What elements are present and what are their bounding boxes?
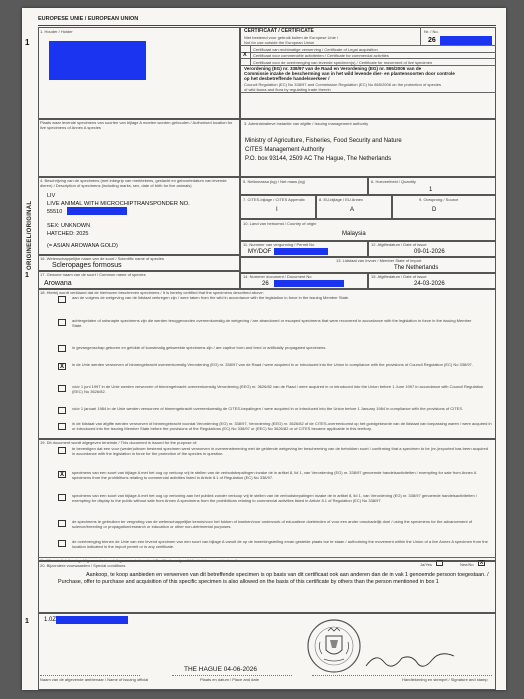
box-number-1: 1 xyxy=(25,38,30,47)
purpose-checkbox-5[interactable] xyxy=(58,540,66,547)
document-date-value: 24-03-2026 xyxy=(414,281,445,287)
holder-redaction xyxy=(49,41,146,80)
special-conditions-label: 20. Bijzondere voorwaarden / Special conditions xyxy=(40,563,126,568)
member-state-value: The Netherlands xyxy=(394,265,439,271)
yes-label: Ja/Yes xyxy=(420,562,432,567)
certificate-page xyxy=(22,8,506,690)
common-name-value: Arowana xyxy=(44,280,72,287)
bottom-holder-redaction xyxy=(56,616,128,624)
official-stamp-seal xyxy=(306,618,362,674)
handwritten-signature xyxy=(362,648,462,672)
cert-item-checkbox-6[interactable] xyxy=(58,407,66,414)
description-code: LIV xyxy=(47,193,56,199)
original-label: ORIGINEEL/ORIGINAL xyxy=(27,200,33,270)
regulation-line-4: Council Regulation (EC) No 338/97 and Commission Regulation (EC) No 865/2006 on the protection of species xyxy=(244,82,441,87)
source-value: D xyxy=(432,207,437,213)
issuing-authority-label: 3. Administratieve instantie van afgifte / Issuing management authority xyxy=(244,121,369,126)
cert-type-commercial: Certificaat voor commerciële activiteiten / Certificate for commercial activities xyxy=(253,53,389,58)
document-number-value: 26 xyxy=(262,281,269,287)
purpose-text-3: specimens van een soort van bijlage A met het oog op vertoning aan het publiek zonder verkoop vrij te stellen van de verbodsbepalingen inzake de in artikel 8, lid 1, van Verordening (EG) nr. 338/97 genoemde handelsactiviteiten / exempting for display to the public without sale from Annex A specimens from the prohibitions relating to commercial activities listed in Article 8.1 of Regulation (EC) No 338/97. xyxy=(72,493,477,503)
document-date-label: 15. Afgiftedatum / Date of issue xyxy=(371,274,427,279)
special-conditions-nl: Aankoop, te koop aanbieden en verwerven van dit betreffende specimen is op basis van dit certificaat ook aan anderen dan de in vak 1 genoemde persoon toegestaan. / xyxy=(86,572,489,578)
regulation-line-1: Verordening (EG) nr. 338/97 van de Raad en Verordening (EG) nr. 865/2006 van de xyxy=(244,66,422,71)
permit-date-label: 12. Afgiftedatum / Date of issue xyxy=(371,242,427,247)
number-divider xyxy=(420,27,421,45)
cert-item-text-1: aan de volgens de wetgeving van de lidstaat verkregen zijn / were taken from the wild in accordance with the legislation in force in the issuing Member State. xyxy=(72,295,350,300)
microchip-redaction xyxy=(67,207,127,215)
purpose-text-4: de specimens te gebruiken ter vergroting van de wetenschappelijke kennis/voor het fokken of kweken/voor onderzoek of educatieve doeleinden of voor een ander onschadelijk doel / using the specimens for the advancement of science/breeding or propagation/research or education or other non-detrimental purposes. xyxy=(72,519,473,529)
regulation-line-2: Commissie inzake de bescherming van in het wild levende dier- en plantensoorten door controle xyxy=(244,71,455,76)
official-name-label: Naam van de afgevende ambtenaar / Name of issuing official xyxy=(40,677,149,682)
cert-item-text-3: in gevangenschap geboren en gefokte of kunstmatig gekweekte specimens zijn / are captive born and bred or artificially propagated specimens. xyxy=(72,345,327,350)
purpose-text-5: de overbrenging binnen de Unie van een levend specimen van een soort van bijlage A vanuit de op de inwerkingstelling ervan gestelde plaats toe te staan / authorising the movement within the Union of a live Annex A specimen from the location indicated in the import permit or in any certificate. xyxy=(72,539,488,549)
regulation-rule xyxy=(240,92,496,93)
certificate-scope-nl: Niet bestemd voor gebruik buiten de Europese Unie / xyxy=(244,35,339,40)
scientific-name-label: 16. Wetenschappelijke naam van de soort / Scientific name of species xyxy=(40,256,164,261)
cert-item-text-5: vóór 1 juni 1997 in de Unie werden verworven of binnengebracht overeenkomstig Verordening (EEG) nr. 3626/82 van de Raad / were acquired in or introduced into the Union before 1 June 1997 in accordance with Council Regulation (EEC) No 3626/82. xyxy=(72,384,484,394)
cites-appendix-value: I xyxy=(276,207,278,213)
cert-item-checkbox-5[interactable] xyxy=(58,385,66,392)
eu-annex-value: A xyxy=(350,207,355,213)
purpose-checkbox-2[interactable]: X xyxy=(59,472,64,478)
regulation-line-5: of wild fauna and flora by regulating trade therein xyxy=(244,86,331,92)
issuing-authority-address: P.O. box 93144, 2509 AC The Hague, The Netherlands xyxy=(245,156,392,162)
microchip-number: 55510 xyxy=(47,209,63,215)
cert-item-checkbox-3[interactable] xyxy=(58,345,66,352)
type-check-column xyxy=(250,45,251,65)
description-hatched: HATCHED: 2025 xyxy=(47,231,89,237)
document-header: EUROPESE UNIE / EUROPEAN UNION xyxy=(38,16,139,22)
box-number-1-bottom: 1 xyxy=(25,618,29,625)
permit-date-value: 09-01-2026 xyxy=(414,249,445,255)
official-name-line xyxy=(40,675,140,676)
eu-annex-label: 8. EU-bijlage / EU Annex xyxy=(319,197,364,202)
document-number-label: 14. Nummer document / Document No xyxy=(243,274,312,279)
signature-line xyxy=(312,675,492,676)
certificate-title: CERTIFICAAT / CERTIFICATE xyxy=(244,28,314,34)
country-of-origin-label: 10. Land van herkomst / Country of origin xyxy=(243,221,317,226)
permit-number-label: 11. Nummer van vergunning / Permit No xyxy=(243,242,315,247)
validity-statement: Certificaat uitsluitend geldig voor de in vak 1 genoemde houder / Certificate only valid for holder named in box 1 xyxy=(40,557,238,563)
cert-item-checkbox-4[interactable]: X xyxy=(59,364,64,370)
description-variety: (= ASIAN AROWANA GOLD) xyxy=(47,243,118,249)
cert-item-text-4: in de Unie werden verworven of binnengebracht overeenkomstig Verordening (EG) nr. 338/97 van de Raad / were acquired in or introduced into the Union in compliance with the provisions of Council Regulation (EC) No 338/97. xyxy=(72,362,473,367)
permit-number-value: MY/DOF xyxy=(248,249,272,255)
header-rule xyxy=(38,25,496,26)
cert-type-movement: Certificaat voor de overbrenging van levende specimen(s) / Certificate for movement of live specimen xyxy=(253,59,433,65)
box-special-conditions xyxy=(38,561,496,613)
bottom-holder-value: 1.0Z xyxy=(44,617,57,623)
no-label: Nee/No xyxy=(460,562,474,567)
cert-item-checkbox-2[interactable] xyxy=(58,319,66,326)
certificate-scope-en: Not for use outside the European Union xyxy=(244,39,315,45)
place-date-label: Plaats en datum / Place and date xyxy=(200,677,259,682)
description-sex: SEX: UNKNOWN xyxy=(47,223,91,229)
cert-item-text-2: achtergelaten of ontsnapte specimens zijn die werden teruggevonden overeenkomstig de wetgeving / are abandoned or escaped specimens that were recovered in accordance with the legislation in force in the issuing Member State. xyxy=(72,318,472,328)
signature-place-date: THE HAGUE 04-06-2026 xyxy=(184,666,257,673)
place-date-line xyxy=(172,675,292,676)
issuing-authority-department: CITES Management Authority xyxy=(245,147,325,153)
cert-item-text-6: vóór 1 januari 1984 in de Unie werden verworven of binnengebracht overeenkomstig de CITES-bepalingen / were acquired in or introduced into the Union before 1 January 1984 in compliance with the provisions of CITES. xyxy=(72,406,464,411)
cert-type-legal-acquisition: Certificaat van rechtmatige verwerving / Certificate of Legal acquisition xyxy=(253,46,378,52)
quantity-label: 6. Hoeveelheid / Quantity xyxy=(371,179,416,184)
description-label: 4. Beschrijving van de specimens (met inbegrip van merktekens, geslacht en geboortedatum van levende dieren) / Description of specimens (including marks, sex, date of birth for live animals) xyxy=(40,178,227,188)
source-label: 9. Oorsprong / Source xyxy=(419,197,459,202)
authorised-location-label: Plaats waar levende specimens van soorten van bijlage A moeten worden gehouden / Authorised location for live specimens of Annex A species xyxy=(40,120,233,130)
signature-label: Handtekening en stempel / Signature and stamp xyxy=(402,677,488,682)
cert-item-checkbox-1[interactable] xyxy=(58,296,66,303)
certificate-number: 26 xyxy=(428,37,436,44)
net-mass-label: 5. Nettomassa (kg) / Net mass (kg) xyxy=(243,179,306,184)
number-label: Nr. / No. xyxy=(424,29,439,34)
country-of-origin-value: Malaysia xyxy=(342,231,366,237)
box-number-1-repeat: 1 xyxy=(25,272,29,279)
issuing-authority-name: Ministry of Agriculture, Fisheries, Food Security and Nature xyxy=(245,138,402,144)
cert-type-mark-2: X xyxy=(243,52,247,58)
purpose-checkbox-1[interactable] xyxy=(58,447,66,454)
holder-label: 1. Houder / Holder xyxy=(40,29,73,34)
quantity-value: 1 xyxy=(429,187,433,193)
description-animal: LIVE ANIMAL WITH MICROCHIPTRANSPONDER NO. xyxy=(47,201,190,207)
special-conditions-en: Purchase, offer to purchase and acquisition of this specific specimen is also allowed on the basis of this certificate by others than the person mentioned in box 1 xyxy=(58,579,439,585)
permit-number-redaction xyxy=(274,248,328,255)
certification-label: 18. Hierbij wordt verklaard dat de hierboven beschreven specimens / It is hereby certified that the specimens described above: xyxy=(40,290,264,295)
no-checkbox[interactable]: X xyxy=(479,560,484,566)
document-number-redaction xyxy=(274,280,344,287)
cites-appendix-label: 7. CITES-bijlage / CITES Appendix xyxy=(243,197,305,202)
member-state-label: 13. Lidstaat van invoer / Member State of import xyxy=(336,258,422,263)
purpose-text-2: specimens van een soort van bijlage A met het oog op verkoop vrij te stellen van de verbodsbepalingen inzake de in artikel 8, lid 1, van Verordening (EG) nr. 338/97 genoemde handelsactiviteiten / exempting for sale from Annex A specimens from the prohibitions relating to commercial activities listed in Article 8.1 of Regulation (EC) No 338/97. xyxy=(72,470,477,480)
regulation-line-3: op het desbetreffende handelsverkeer / xyxy=(244,76,330,81)
purpose-label: 19. Dit document wordt afgegeven teneinde / This document is issued for the purpose of: xyxy=(40,440,198,445)
common-name-label: 17. Gewone naam van de soort / Common name of species xyxy=(40,272,146,277)
cert-item-text-7: in de lidstaat van afgifte werden verworven of binnengebracht voordat Verordening (EG) nr. 338/97, Verordening (EEG) nr. 3626/82 of de CITES-overeenkomst op het goedgekeurde van de lidstaat van toepassing waren / were acquired in or introduced into the issuing Member State before the provisions of the Regulations (EC) No 338/97 or (EEC) No 3626/82 or of CITES became applicable in this territory. xyxy=(72,421,492,431)
purpose-checkbox-3[interactable] xyxy=(58,494,66,501)
scientific-name-value: Scleropages formosus xyxy=(52,262,122,269)
certificate-number-redaction xyxy=(440,36,492,45)
cert-item-checkbox-7[interactable] xyxy=(58,423,66,430)
purpose-text-1: te bevestigen dat een voor (weder)uitvoer bestemd specimen werd verworven in overeenstemming met de geldende wetgeving ter bescherming van de betrokken soort / confirming that a specimen to be (re-)exported has been acquired in accordance with the legislation in force for the protection of the species in question. xyxy=(72,446,489,456)
purpose-checkbox-4[interactable] xyxy=(58,520,66,527)
